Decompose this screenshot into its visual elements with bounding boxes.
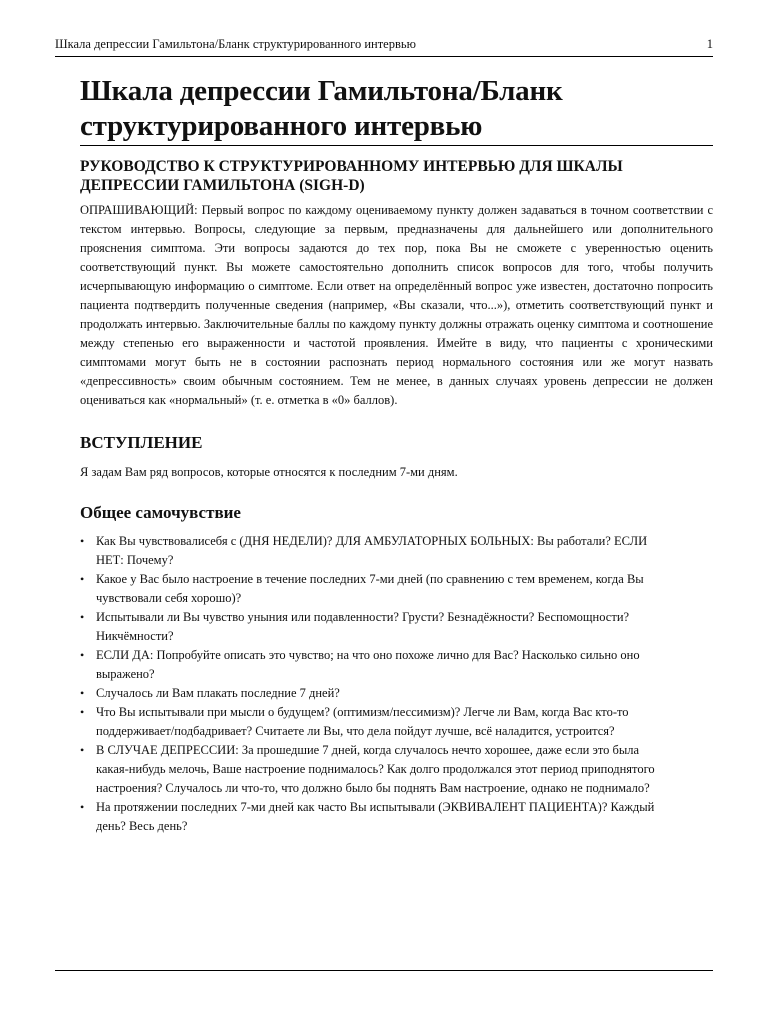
bullet-marker: • <box>80 648 85 662</box>
guide-heading-line-1: РУКОВОДСТВО К СТРУКТУРИРОВАННОМУ ИНТЕРВЬЮ ДЛЯ ШКАЛЫ <box>80 158 623 175</box>
question-item <box>80 703 713 741</box>
wellbeing-heading: Общее самочувствие <box>80 503 241 522</box>
document-title-line-1: Шкала депрессии Гамильтона/Бланк <box>80 75 563 107</box>
wellbeing-question-list <box>80 532 713 836</box>
title-rule <box>80 145 713 146</box>
guide-heading <box>80 157 713 195</box>
guide-paragraph: ОПРАШИВАЮЩИЙ: Первый вопрос по каждому оцениваемому пункту должен задаваться в точном соответствии с текстом интервью. Вопросы, следующие за первым, предназначены для дальнейшего или дополнительного прояснения симптома. Эти вопросы задаются до тех пор, пока Вы не сможете с уверенностью оценить соответствующий пункт. Вы можете самостоятельно дополнить список вопросов для того, чтобы получить исчерпывающую информацию о симптоме. Если ответ на определённый вопрос уже известен, достаточно попросить пациента подтвердить полученные сведения (например, «Вы сказали, что...»), отметить соответствующий пункт и продолжать интервью. Заключительные баллы по каждому пункту должны отражать оценку симптома и соотношение между степенью его выраженности и частотой проявления. Имейте в виду, что пациенты с хроническими симптомами могут быть не в состоянии распознать период нормального состояния или же могут назвать «депрессивность» своим обычным состоянием. Тем не менее, в данных случаях уровень депрессии не должен оцениваться как «нормальный» (т. е. отметка в «0» баллов). <box>80 203 713 407</box>
guide-heading-line-2: ДЕПРЕССИИ ГАМИЛЬТОНА (SIGH-D) <box>80 177 365 194</box>
bullet-marker: • <box>80 743 85 757</box>
bullet-marker: • <box>80 572 85 586</box>
question-item <box>80 608 713 646</box>
footer-rule <box>55 970 713 971</box>
bullet-marker: • <box>80 686 85 700</box>
question-item <box>80 532 713 570</box>
question-text: ЕСЛИ ДА: Попробуйте описать это чувство; на что оно похоже лично для Вас? Насколько сильно оно выражено? <box>96 648 640 681</box>
intro-heading: ВСТУПЛЕНИЕ <box>80 433 203 452</box>
document-title <box>80 74 713 144</box>
page-number: 1 <box>706 37 713 51</box>
intro-paragraph: Я задам Вам ряд вопросов, которые относятся к последним 7-ми дням. <box>80 465 458 479</box>
bullet-marker: • <box>80 610 85 624</box>
question-item <box>80 741 713 798</box>
bullet-marker: • <box>80 800 85 814</box>
question-text: Как Вы чувствовалисебя с (ДНЯ НЕДЕЛИ)? ДЛЯ АМБУЛАТОРНЫХ БОЛЬНЫХ: Вы работали? ЕСЛИ НЕТ: Почему? <box>96 534 648 567</box>
running-header-title: Шкала депрессии Гамильтона/Бланк структурированного интервью <box>55 37 416 51</box>
question-item <box>80 684 713 703</box>
document-title-line-2: структурированного интервью <box>80 110 483 142</box>
running-header <box>55 36 713 57</box>
bullet-marker: • <box>80 705 85 719</box>
bullet-marker: • <box>80 534 85 548</box>
question-item <box>80 570 713 608</box>
question-text: В СЛУЧАЕ ДЕПРЕССИИ: За прошедшие 7 дней, когда случалось нечто хорошее, даже если это была какая-нибудь мелочь, Ваше настроение поднималось? Как долго продолжался этот период приподнятого настроения? Случалось ли что-то, что должно было бы поднять Вам настроение, однако не поднимало? <box>96 743 655 795</box>
question-text: Случалось ли Вам плакать последние 7 дней? <box>96 686 340 700</box>
question-text: Что Вы испытывали при мысли о будущем? (оптимизм/пессимизм)? Легче ли Вам, когда Вас кто-то поддерживает/подбадривает? Считаете ли Вы, что дела пойдут лучше, всё наладится, устроится? <box>96 705 629 738</box>
question-item <box>80 646 713 684</box>
question-text: Испытывали ли Вы чувство уныния или подавленности? Грусти? Безнадёжности? Беспомощности? Никчёмности? <box>96 610 630 643</box>
question-text: Какое у Вас было настроение в течение последних 7-ми дней (по сравнению с тем временем, когда Вы чувствовали себя хорошо)? <box>96 572 644 605</box>
document-body <box>80 157 713 836</box>
question-text: На протяжении последних 7-ми дней как часто Вы испытывали (ЭКВИВАЛЕНТ ПАЦИЕНТА)? Каждый день? Весь день? <box>96 800 655 833</box>
question-item <box>80 798 713 836</box>
